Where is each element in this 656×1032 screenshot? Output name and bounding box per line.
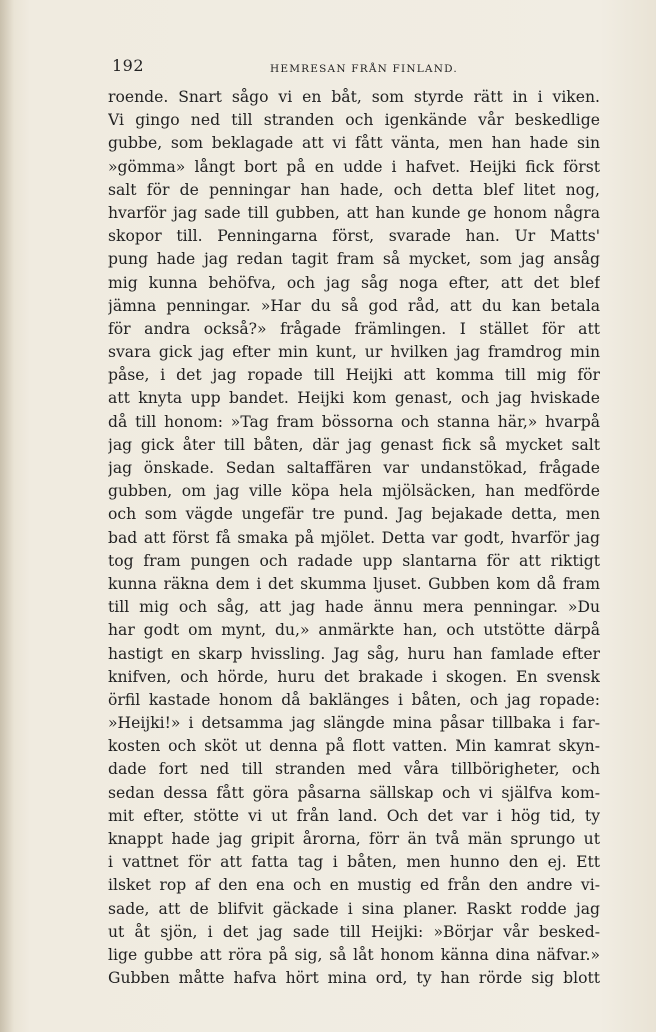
text-line: påse, i det jag ropade till Heijki att komma till mig för (108, 366, 600, 385)
text-line: sedan dessa fått göra påsarna sällskap och vi själfva kom- (108, 783, 600, 802)
text-line: ut åt sjön, i det jag sade till Heijki: »Börjar vår besked- (108, 922, 600, 941)
text-line: knifven, och hörde, huru det brakade i skogen. En svensk (108, 667, 600, 686)
text-line: mig kunna behöfva, och jag såg noga efter, att det blef (108, 273, 600, 292)
text-line: bad att först få smaka på mjölet. Detta var godt, hvarför jag (108, 528, 600, 547)
text-line: hvarför jag sade till gubben, att han kunde ge honom några (108, 203, 600, 222)
text-line: och som vägde ungefär tre pund. Jag bejakade detta, men (108, 505, 600, 524)
text-line: »Heijki!» i detsamma jag slängde mina påsar tillbaka i far- (108, 714, 600, 733)
text-line: svara gick jag efter min kunt, ur hvilken jag framdrog min (108, 343, 600, 362)
running-head: HEMRESAN FRÅN FINLAND. (270, 63, 458, 75)
text-line: pung hade jag redan tagit fram så mycket, som jag ansåg (108, 250, 600, 269)
text-line: skopor till. Penningarna först, svarade han. Ur Matts' (108, 227, 600, 246)
text-line: jämna penningar. »Har du så god råd, att du kan betala (108, 296, 600, 315)
text-line: kunna räkna dem i det skumma ljuset. Gubben kom då fram (108, 574, 600, 593)
text-line: kosten och sköt ut denna på flott vatten. Min kamrat skyn- (108, 737, 600, 756)
text-line: jag önskade. Sedan saltaffären var undanstökad, frågade (108, 459, 600, 477)
text-line: roende. Snart sågo vi en båt, som styrde rätt in i viken. (108, 88, 600, 106)
text-line: mit efter, stötte vi ut från land. Och det var i hög tid, ty (108, 806, 600, 825)
text-line: knappt hade jag gripit årorna, förr än två män sprungo ut (108, 830, 600, 848)
text-line: lige gubbe att röra på sig, så låt honom känna dina näfvar.» (108, 945, 600, 964)
page-number: 192 (112, 56, 145, 75)
text-line: då till honom: »Tag fram bössorna och stanna här,» hvarpå (108, 412, 600, 431)
text-line: Gubben måtte hafva hört mina ord, ty han rörde sig blott (108, 969, 600, 988)
text-line: i vattnet för att fatta tag i båten, men hunno den ej. Ett (108, 853, 600, 872)
text-line: för andra också?» frågade främlingen. I stället för att (108, 319, 600, 338)
text-line: gubben, om jag ville köpa hela mjölsäcken, han medförde (108, 482, 600, 501)
text-line: hastigt en skarp hvissling. Jag såg, huru han famlade efter (108, 644, 600, 663)
text-line: dade fort ned till stranden med våra tillbörigheter, och (108, 760, 600, 779)
text-line: tog fram pungen och radade upp slantarna för att riktigt (108, 551, 600, 570)
text-line: gubbe, som beklagade att vi fått vänta, men han hade sin (108, 134, 600, 153)
text-line: att knyta upp bandet. Heijki kom genast, och jag hviskade (108, 389, 600, 408)
text-line: »gömma» långt bort på en udde i hafvet. Heijki fick först (108, 157, 600, 176)
text-line: har godt om mynt, du,» anmärkte han, och utstötte därpå (108, 621, 600, 640)
text-line: till mig och såg, att jag hade ännu mera penningar. »Du (108, 598, 600, 617)
spine-shadow (0, 0, 14, 1032)
body-text (108, 86, 600, 990)
text-line: salt för de penningar han hade, och detta blef litet nog, (108, 180, 600, 199)
text-line: jag gick åter till båten, där jag genast fick så mycket salt (108, 435, 600, 454)
text-line: ilsket rop af den ena och en mustig ed från den andre vi- (108, 876, 600, 895)
page-header (112, 56, 602, 80)
text-line: örfil kastade honom då baklänges i båten, och jag ropade: (108, 690, 600, 709)
text-line: Vi gingo ned till stranden och igenkände vår beskedlige (108, 111, 600, 130)
text-line: sade, att de blifvit gäckade i sina planer. Raskt rodde jag (108, 899, 600, 918)
